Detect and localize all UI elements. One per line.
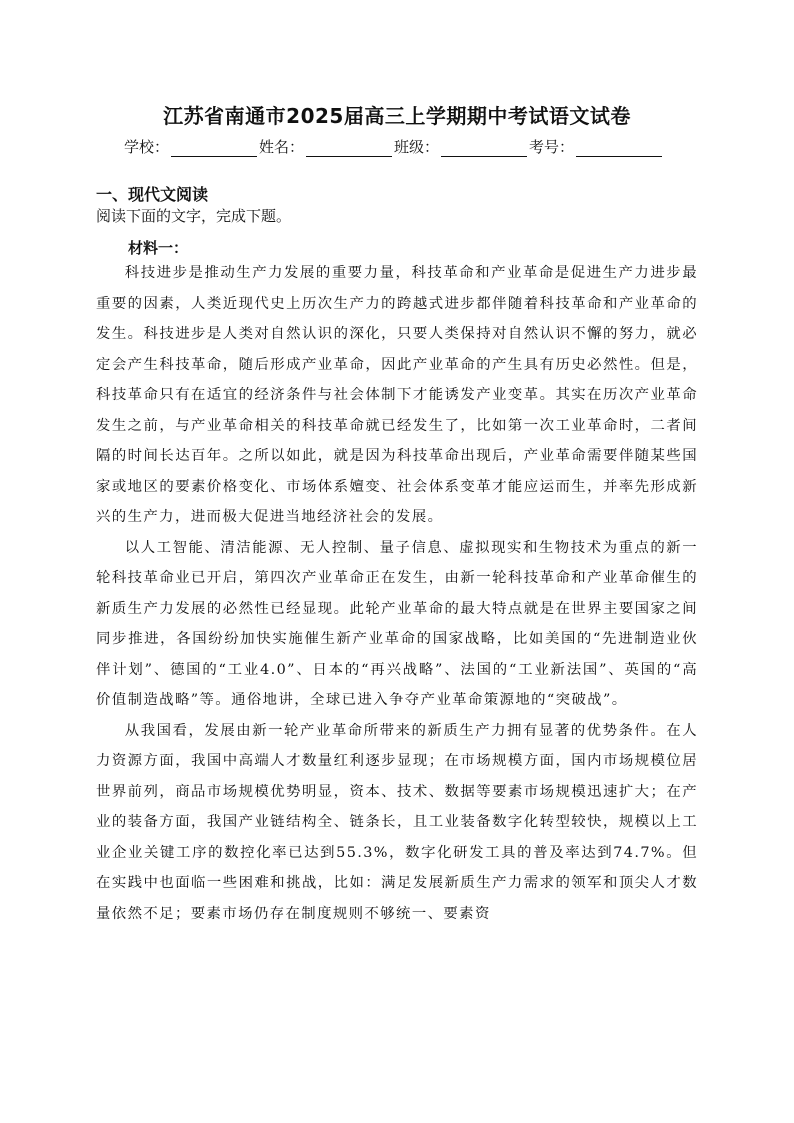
paragraph: 以人工智能、清洁能源、无人控制、量子信息、虚拟现实和生物技术为重点的新一轮科技革命业已开启，第四次产业革命正在发生，由新一轮科技革命和产业革命催生的新质生产力发展的必然性已经显现。此轮产业革命的最大特点就是在世界主要国家之间同步推进，各国纷纷加快实施催生新产业革命的国家战略，比如美国的“先进制造业伙伴计划”、德国的“工业4.0”、日本的“再兴战略”、法国的“工业新法国”、英国的“高价值制造战略”等。通俗地讲，全球已进入争夺产业革命策源地的“突破战”。 bbox=[96, 539, 698, 708]
name-blank bbox=[306, 140, 392, 157]
name-label: 姓名： bbox=[259, 138, 305, 156]
instruction-text: 阅读下面的文字，完成下题。 bbox=[96, 207, 292, 225]
school-blank bbox=[171, 140, 257, 157]
passage-body bbox=[96, 258, 698, 929]
student-info-row bbox=[124, 136, 684, 157]
exam-title: 江苏省南通市2025届高三上学期期中考试语文试卷 bbox=[163, 104, 631, 128]
class-label: 班级： bbox=[394, 138, 440, 156]
exam-number-label: 考号： bbox=[529, 138, 575, 156]
paragraph: 科技进步是推动生产力发展的重要力量，科技革命和产业革命是促进生产力进步最重要的因素，人类近现代史上历次生产力的跨越式进步都伴随着科技革命和产业革命的发生。科技进步是人类对自然认识的深化，只要人类保持对自然认识不懈的努力，就必定会产生科技革命，随后形成产业革命，因此产业革命的产生具有历史必然性。但是，科技革命只有在适宜的经济条件与社会体制下才能诱发产业变革。其实在历次产业革命发生之前，与产业革命相关的科技革命就已经发生了，比如第一次工业革命时，二者间隔的时间长达百年。之所以如此，就是因为科技革命出现后，产业革命需要伴随某些国家或地区的要素价格变化、市场体系嬗变、社会体系变革才能应运而生，并率先形成新兴的生产力，进而极大促进当地经济社会的发展。 bbox=[96, 265, 698, 525]
school-label: 学校： bbox=[124, 138, 170, 156]
section-heading: 一、现代文阅读 bbox=[96, 185, 209, 204]
class-blank bbox=[441, 140, 527, 157]
material-label: 材料一： bbox=[128, 239, 189, 257]
paragraph: 从我国看，发展由新一轮产业革命所带来的新质生产力拥有显著的优势条件。在人力资源方面，我国中高端人才数量红利逐步显现；在市场规模方面，国内市场规模位居世界前列，商品市场规模优势明显，资本、技术、数据等要素市场规模迅速扩大；在产业的装备方面，我国产业链结构全、链条长，且工业装备数字化转型较快，规模以上工业企业关键工序的数控化率已达到55.3%，数字化研发工具的普及率达到74.7%。但在实践中也面临一些困难和挑战，比如：满足发展新质生产力需求的领军和顶尖人才数量依然不足；要素市场仍存在制度规则不够统一、要素资 bbox=[96, 722, 698, 922]
exam-number-blank bbox=[576, 140, 662, 157]
